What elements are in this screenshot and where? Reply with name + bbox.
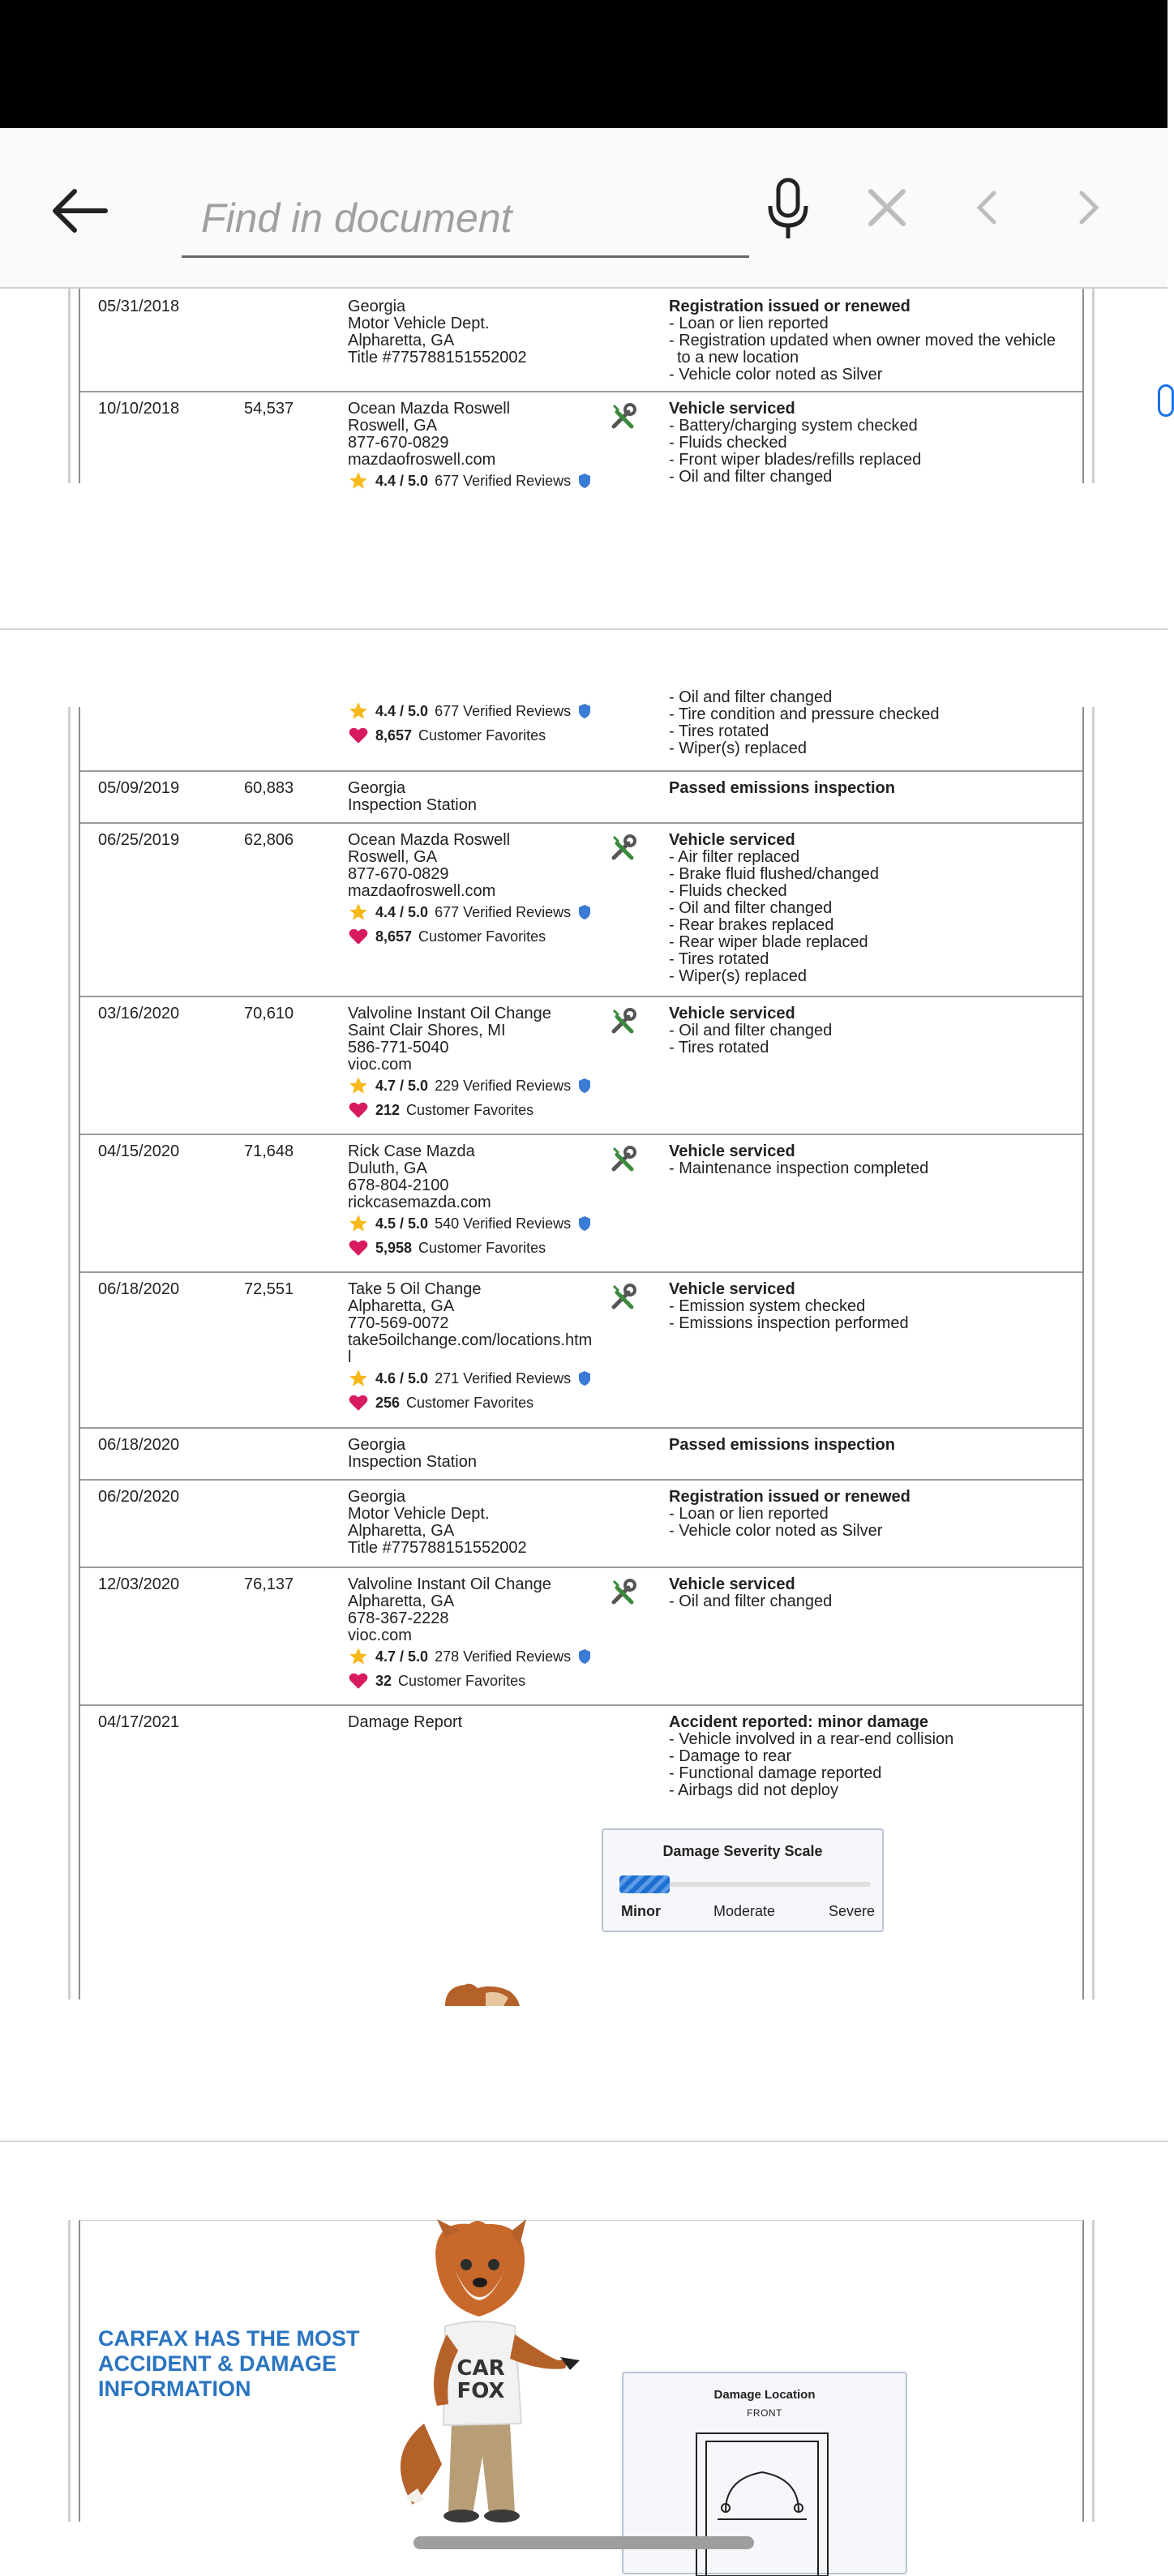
row-source — [348, 1143, 607, 1260]
row-source — [348, 1714, 607, 1731]
row-comments — [669, 1489, 1082, 1540]
rating-value: 4.4 / 5.0 — [375, 702, 429, 719]
row-comments — [669, 780, 1082, 797]
scale-label-moderate: Moderate — [713, 1903, 776, 1919]
verified-shield-icon — [577, 1078, 592, 1094]
row-comments — [669, 1281, 1082, 1332]
comment-heading: Vehicle serviced — [669, 1280, 795, 1298]
comment-item: - Airbags did not deploy — [669, 1781, 839, 1799]
comment-item: - Wiper(s) replaced — [669, 967, 808, 985]
comment-item: - Loan or lien reported — [669, 1505, 829, 1523]
rating-value: 4.5 / 5.0 — [375, 1215, 429, 1232]
row-comments — [669, 1437, 1082, 1454]
car-outline-icon — [693, 2430, 831, 2576]
verified-shield-icon — [577, 703, 592, 719]
banner-title: CARFAX HAS THE MOST ACCIDENT & DAMAGE INFORMATION — [98, 2326, 360, 2401]
edge-handle[interactable] — [1158, 384, 1174, 417]
source-line: Saint Clair Shores, MI — [348, 1022, 506, 1039]
comment-item: - Emission system checked — [669, 1297, 866, 1315]
carfox-mascot-peek — [429, 1982, 534, 2006]
row-date: 06/18/2020 — [98, 1436, 180, 1454]
comment-item: - Tires rotated — [669, 950, 769, 968]
comment-item: - Vehicle color noted as Silver — [669, 366, 883, 384]
comment-heading: Registration issued or renewed — [669, 1488, 910, 1506]
comment-item: - Wiper(s) replaced — [669, 739, 808, 757]
rating — [348, 469, 607, 493]
review-count[interactable]: 229 Verified Reviews — [435, 1077, 572, 1094]
wrench-screwdriver-icon — [607, 1576, 640, 1609]
row-comments — [669, 298, 1082, 384]
source-line: Ocean Mazda Roswell — [348, 831, 511, 849]
heart-icon — [348, 1237, 369, 1258]
rating — [348, 1211, 607, 1236]
row-date: 05/09/2019 — [98, 779, 180, 797]
favorites-count: 8,657 — [375, 727, 413, 744]
rating-value: 4.4 / 5.0 — [375, 903, 429, 920]
comment-item: - Brake fluid flushed/changed — [669, 865, 880, 883]
row-source — [348, 1437, 607, 1471]
heart-icon — [348, 1099, 369, 1121]
favorites — [348, 1391, 607, 1415]
source-line[interactable]: l — [348, 1348, 352, 1366]
favorites-label: Customer Favorites — [406, 1394, 534, 1411]
source-line: Damage Report — [348, 1713, 463, 1731]
source-line: Alpharetta, GA — [348, 1522, 455, 1540]
source-line: Take 5 Oil Change — [348, 1280, 482, 1298]
history-row — [80, 1427, 1082, 1481]
scale-label-minor: Minor — [621, 1903, 661, 1919]
comment-item: - Tires rotated — [669, 1039, 769, 1057]
source-line: Ocean Mazda Roswell — [348, 400, 511, 418]
comment-heading: Registration issued or renewed — [669, 298, 910, 315]
carfox-mascot-image — [388, 2221, 591, 2522]
comment-item: - Vehicle involved in a rear-end collision — [669, 1730, 954, 1748]
comment-item: - Oil and filter changed — [669, 1592, 833, 1610]
comment-item: - Oil and filter changed — [669, 688, 833, 706]
page-separator — [0, 628, 1168, 630]
source-line: Motor Vehicle Dept. — [348, 1505, 490, 1523]
damage-severity-scale — [602, 1828, 884, 1932]
row-odometer: 60,883 — [244, 779, 294, 797]
comment-item: - Vehicle color noted as Silver — [669, 1522, 883, 1540]
history-row-continued — [80, 688, 1082, 772]
source-line: rickcasemazda.com — [348, 1194, 491, 1211]
favorites — [348, 1669, 607, 1693]
row-odometer: 72,551 — [244, 1280, 294, 1298]
history-row — [80, 1704, 1082, 2000]
comment-item: - Fluids checked — [669, 882, 787, 900]
heart-icon — [348, 725, 369, 746]
history-row — [80, 996, 1082, 1135]
comment-heading: Vehicle serviced — [669, 1142, 795, 1160]
heart-icon — [348, 1670, 369, 1691]
review-count[interactable]: 677 Verified Reviews — [435, 472, 572, 489]
star-icon — [348, 1075, 369, 1096]
find-input[interactable] — [182, 180, 749, 258]
document-page-3 — [68, 2220, 1095, 2522]
row-odometer: 54,537 — [244, 400, 294, 418]
row-source — [348, 1281, 607, 1415]
review-count[interactable]: 278 Verified Reviews — [435, 1648, 572, 1665]
comment-item: - Emissions inspection performed — [669, 1314, 909, 1332]
history-row — [80, 1567, 1082, 1706]
favorites-count: 32 — [375, 1672, 392, 1689]
rating — [348, 1074, 607, 1098]
source-line: 877-670-0829 — [348, 434, 449, 452]
chevron-left-icon[interactable] — [963, 183, 1012, 232]
comment-item: - Rear brakes replaced — [669, 916, 834, 934]
page-separator — [0, 2141, 1168, 2142]
star-icon — [348, 470, 369, 491]
favorites-count: 212 — [375, 1101, 401, 1118]
favorites — [348, 1098, 607, 1122]
source-line: Roswell, GA — [348, 848, 438, 866]
source-line: Title #775788151552002 — [348, 349, 527, 366]
comment-item: - Tire condition and pressure checked — [669, 705, 940, 723]
row-comments — [669, 1714, 1082, 1799]
wrench-screwdriver-icon — [607, 401, 640, 433]
rating — [348, 699, 607, 723]
history-row — [80, 1134, 1082, 1273]
row-comments — [669, 689, 1082, 757]
row-source — [348, 1576, 607, 1693]
source-line: 877-670-0829 — [348, 865, 449, 883]
source-line: 770-569-0072 — [348, 1314, 449, 1332]
close-icon[interactable] — [863, 183, 911, 232]
comment-item: - Fluids checked — [669, 434, 787, 452]
comment-heading: Accident reported: minor damage — [669, 1713, 929, 1731]
comment-item: - Oil and filter changed — [669, 1022, 833, 1039]
source-line: vioc.com — [348, 1056, 412, 1074]
source-line: Duluth, GA — [348, 1159, 427, 1177]
favorites — [348, 924, 607, 949]
row-source — [348, 699, 607, 748]
star-icon — [348, 701, 369, 722]
history-row — [80, 1271, 1082, 1429]
source-line: Georgia — [348, 1488, 406, 1506]
source-line: Inspection Station — [348, 1453, 477, 1471]
star-icon — [348, 902, 369, 923]
row-odometer: 62,806 — [244, 831, 294, 849]
arrow-left-icon[interactable] — [47, 178, 112, 243]
source-line: Rick Case Mazda — [348, 1142, 475, 1160]
history-row — [80, 1479, 1082, 1568]
star-icon — [348, 1646, 369, 1667]
svg-text:FOX: FOX — [456, 2379, 505, 2403]
source-line: Roswell, GA — [348, 417, 438, 435]
verified-shield-icon — [577, 904, 592, 920]
row-source — [348, 401, 607, 493]
rating-value: 4.6 / 5.0 — [375, 1369, 429, 1387]
comment-item: - Loan or lien reported — [669, 315, 829, 332]
comment-heading: Vehicle serviced — [669, 400, 795, 418]
row-date: 12/03/2020 — [98, 1575, 180, 1593]
rating-value: 4.7 / 5.0 — [375, 1077, 429, 1094]
row-date: 04/17/2021 — [98, 1713, 180, 1731]
heart-icon — [348, 1392, 369, 1413]
verified-shield-icon — [577, 1370, 592, 1387]
comment-item: - Functional damage reported — [669, 1764, 882, 1782]
gesture-navigation-bar[interactable] — [413, 2536, 754, 2549]
source-line: Alpharetta, GA — [348, 1297, 455, 1315]
comment-heading: Passed emissions inspection — [669, 779, 895, 797]
source-line: 678-367-2228 — [348, 1609, 449, 1627]
wrench-screwdriver-icon — [607, 1143, 640, 1176]
history-row — [80, 770, 1082, 824]
favorites — [348, 1236, 607, 1260]
history-row — [80, 822, 1082, 997]
rating-value: 4.4 / 5.0 — [375, 472, 429, 489]
source-line: Georgia — [348, 1436, 406, 1454]
row-source — [348, 298, 607, 366]
row-date: 06/18/2020 — [98, 1280, 180, 1298]
document-page-1 — [68, 289, 1095, 489]
source-line: Georgia — [348, 779, 406, 797]
comment-item: - Oil and filter changed — [669, 899, 833, 917]
source-line: mazdaofroswell.com — [348, 882, 496, 900]
status-bar — [0, 0, 1168, 128]
rating-value: 4.7 / 5.0 — [375, 1648, 429, 1665]
comment-item: - Registration updated when owner moved the vehicle to a new location — [669, 332, 1056, 366]
row-date: 06/25/2019 — [98, 831, 180, 849]
wrench-screwdriver-icon — [607, 1005, 640, 1038]
source-line: mazdaofroswell.com — [348, 451, 496, 469]
comment-heading: Passed emissions inspection — [669, 1436, 895, 1454]
comment-item: - Front wiper blades/refills replaced — [669, 451, 922, 469]
comment-item: - Tires rotated — [669, 722, 769, 740]
row-date: 03/16/2020 — [98, 1005, 180, 1022]
damage-location-title: Damage Location — [713, 2388, 816, 2402]
scale-label-severe: Severe — [829, 1903, 876, 1919]
source-line: Alpharetta, GA — [348, 332, 455, 349]
row-date: 06/20/2020 — [98, 1488, 180, 1506]
verified-shield-icon — [577, 473, 592, 489]
row-date: 04/15/2020 — [98, 1142, 180, 1160]
row-comments — [669, 1143, 1082, 1177]
source-line: vioc.com — [348, 1627, 412, 1644]
scale-fill — [619, 1875, 670, 1893]
damage-location-front-label: FRONT — [747, 2407, 782, 2419]
wrench-screwdriver-icon — [607, 1281, 640, 1314]
wrench-screwdriver-icon — [607, 832, 640, 864]
favorites-count: 5,958 — [375, 1239, 413, 1256]
source-line: 678-804-2100 — [348, 1177, 449, 1194]
row-source — [348, 780, 607, 814]
favorites-label: Customer Favorites — [398, 1672, 526, 1689]
source-line: Valvoline Instant Oil Change — [348, 1005, 551, 1022]
comment-item: - Rear wiper blade replaced — [669, 933, 868, 951]
document-page-2 — [68, 688, 1095, 2000]
favorites-label: Customer Favorites — [418, 1239, 546, 1256]
favorites — [348, 723, 607, 748]
row-comments — [669, 401, 1082, 486]
history-row — [80, 391, 1082, 496]
source-line: 586-771-5040 — [348, 1039, 449, 1057]
row-source — [348, 832, 607, 949]
review-count[interactable]: 540 Verified Reviews — [435, 1215, 572, 1232]
comment-item: - Battery/charging system checked — [669, 417, 918, 435]
row-odometer: 76,137 — [244, 1575, 294, 1593]
source-line[interactable]: take5oilchange.com/locations.htm — [348, 1331, 593, 1349]
star-icon — [348, 1368, 369, 1389]
comment-item: - Damage to rear — [669, 1747, 792, 1765]
review-count[interactable]: 677 Verified Reviews — [435, 903, 572, 920]
review-count[interactable]: 677 Verified Reviews — [435, 702, 572, 719]
row-odometer: 70,610 — [244, 1005, 294, 1022]
row-date: 10/10/2018 — [98, 400, 180, 418]
mascot-shirt-text: CAR — [456, 2356, 505, 2381]
comment-item: - Maintenance inspection completed — [669, 1159, 929, 1177]
history-row — [80, 289, 1082, 392]
source-line: Inspection Station — [348, 796, 477, 814]
row-date: 05/31/2018 — [98, 298, 180, 315]
favorites-count: 256 — [375, 1394, 401, 1411]
comment-heading: Vehicle serviced — [669, 831, 795, 849]
verified-shield-icon — [577, 1648, 592, 1665]
row-odometer: 71,648 — [244, 1142, 294, 1160]
star-icon — [348, 1213, 369, 1234]
microphone-icon[interactable] — [756, 175, 821, 245]
review-count[interactable]: 271 Verified Reviews — [435, 1369, 572, 1387]
source-line: Title #775788151552002 — [348, 1539, 527, 1557]
scale-title: Damage Severity Scale — [662, 1843, 823, 1859]
row-comments — [669, 832, 1082, 985]
source-line: Georgia — [348, 298, 406, 315]
favorites-count: 8,657 — [375, 928, 413, 945]
comment-heading: Vehicle serviced — [669, 1005, 795, 1022]
row-source — [348, 1489, 607, 1557]
heart-icon — [348, 926, 369, 947]
row-comments — [669, 1005, 1082, 1057]
comment-item: - Oil and filter changed — [669, 468, 833, 486]
verified-shield-icon — [577, 1215, 592, 1232]
comment-heading: Vehicle serviced — [669, 1575, 795, 1593]
favorites-label: Customer Favorites — [406, 1101, 534, 1118]
source-line: Valvoline Instant Oil Change — [348, 1575, 551, 1593]
chevron-right-icon[interactable] — [1064, 183, 1112, 232]
rating — [348, 1366, 607, 1391]
rating — [348, 1644, 607, 1669]
source-line: Motor Vehicle Dept. — [348, 315, 490, 332]
row-source — [348, 1005, 607, 1122]
favorites-label: Customer Favorites — [418, 928, 546, 945]
source-line: Alpharetta, GA — [348, 1592, 455, 1610]
rating — [348, 900, 607, 924]
row-comments — [669, 1576, 1082, 1610]
comment-item: - Air filter replaced — [669, 848, 800, 866]
favorites-label: Customer Favorites — [418, 727, 546, 744]
